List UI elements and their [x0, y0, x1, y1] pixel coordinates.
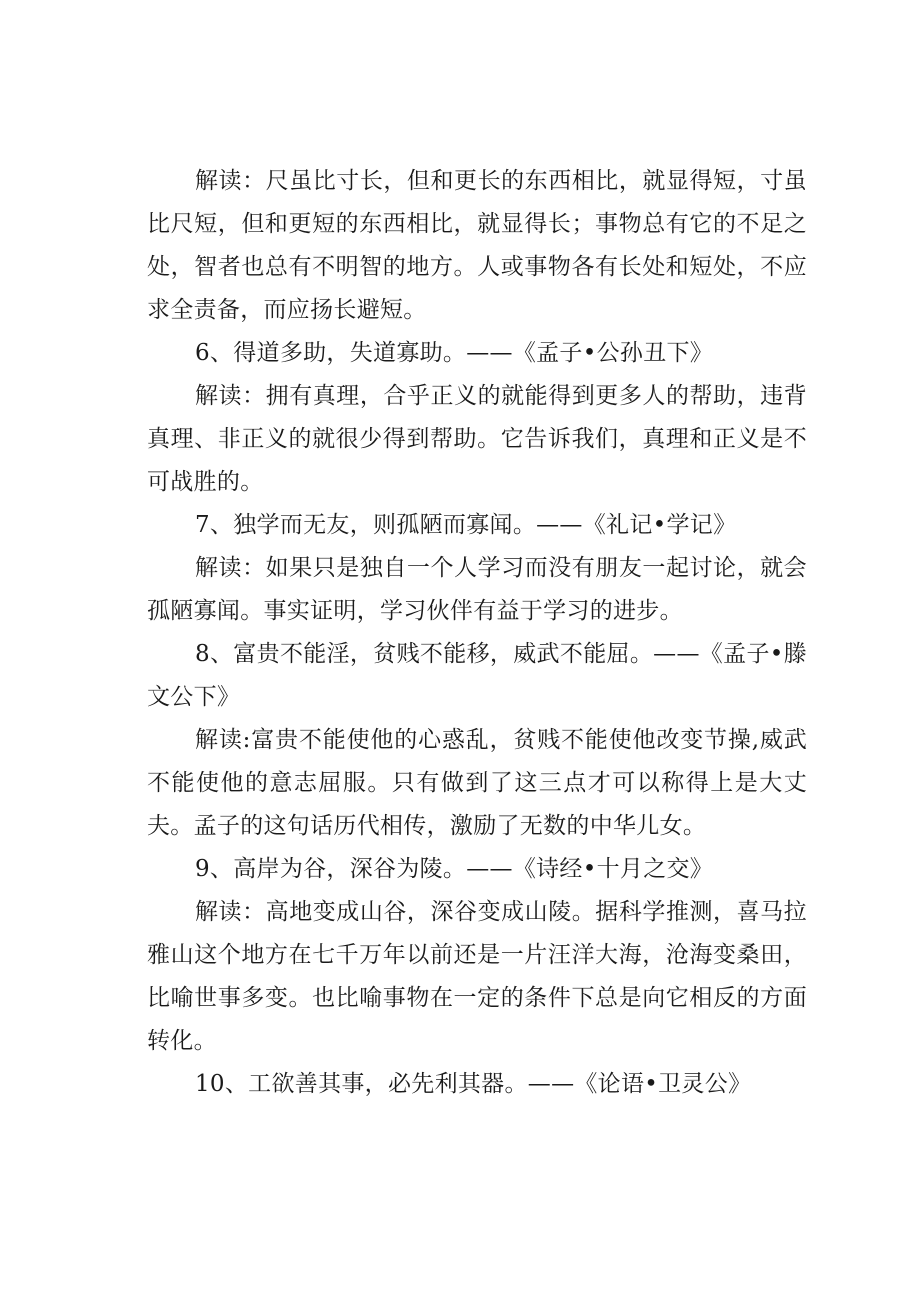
- interpretation-paragraph: 解读:富贵不能使他的心惑乱，贫贱不能使他改变节操,威武不能使他的意志屈服。只有做到了这三点才可以称得上是大丈夫。孟子的这句话历代相传，激励了无数的中华儿女。: [147, 727, 807, 839]
- quote-heading: 8、富贵不能淫，贫贱不能移，威武不能屈。——《孟子•滕文公下》: [147, 641, 807, 710]
- quote-heading: 7、独学而无友，则孤陋而寡闻。——《礼记•学记》: [195, 512, 737, 538]
- quote-heading: 9、高岸为谷，深谷为陵。——《诗经•十月之交》: [195, 856, 714, 882]
- interpretation-paragraph: 解读：拥有真理，合乎正义的就能得到更多人的帮助，违背真理、非正义的就很少得到帮助。它告诉我们，真理和正义是不可战胜的。: [147, 383, 807, 495]
- quote-heading: 6、得道多助，失道寡助。——《孟子•公孙丑下》: [195, 340, 714, 366]
- interpretation-paragraph: 解读：高地变成山谷，深谷变成山陵。据科学推测，喜马拉雅山这个地方在七千万年以前还是一片汪洋大海，沧海变桑田，比喻世事多变。也比喻事物在一定的条件下总是向它相反的方面转化。: [147, 899, 807, 1054]
- document-body: [147, 160, 807, 1106]
- interpretation-paragraph: 解读：尺虽比寸长，但和更长的东西相比，就显得短，寸虽比尺短，但和更短的东西相比，就显得长；事物总有它的不足之处，智者也总有不明智的地方。人或事物各有长处和短处，不应求全责备，而应扬长避短。: [147, 168, 807, 323]
- quote-heading: 10、工欲善其事，必先利其器。——《论语•卫灵公》: [195, 1071, 752, 1097]
- interpretation-paragraph: 解读：如果只是独自一个人学习而没有朋友一起讨论，就会孤陋寡闻。事实证明，学习伙伴有益于学习的进步。: [147, 555, 807, 624]
